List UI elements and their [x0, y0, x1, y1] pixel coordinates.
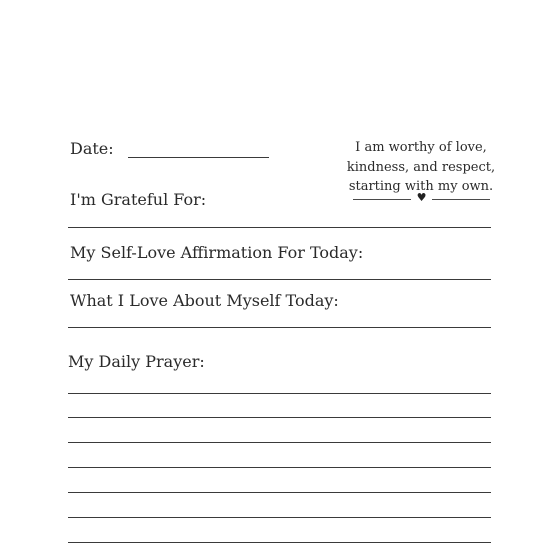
affirmation-quote [345, 138, 497, 197]
affirmation-line-1: I am worthy of love, [355, 140, 487, 155]
heart-icon: ♥ [416, 191, 427, 204]
affirmation-divider [353, 193, 490, 205]
love-myself-write-line[interactable] [68, 327, 491, 328]
affirmation-line-2: kindness, and respect, [346, 159, 496, 175]
self-love-write-line[interactable] [68, 279, 491, 280]
grateful-write-line[interactable] [68, 227, 491, 228]
divider-line-left [353, 199, 411, 200]
prayer-write-line[interactable] [68, 442, 491, 443]
prayer-write-line[interactable] [68, 542, 491, 543]
prayer-write-line[interactable] [68, 467, 491, 468]
affirmation-line-3: starting with my own. [348, 179, 494, 194]
prayer-label: My Daily Prayer: [68, 352, 205, 371]
prayer-write-line[interactable] [68, 417, 491, 418]
prayer-write-line[interactable] [68, 492, 491, 493]
date-label: Date: [70, 139, 114, 158]
grateful-label: I'm Grateful For: [70, 190, 207, 209]
self-love-label: My Self-Love Affirmation For Today: [70, 243, 364, 262]
date-write-line[interactable] [128, 157, 269, 158]
divider-line-right [432, 199, 490, 200]
love-myself-label: What I Love About Myself Today: [70, 291, 339, 310]
prayer-write-line[interactable] [68, 393, 491, 394]
prayer-write-line[interactable] [68, 517, 491, 518]
